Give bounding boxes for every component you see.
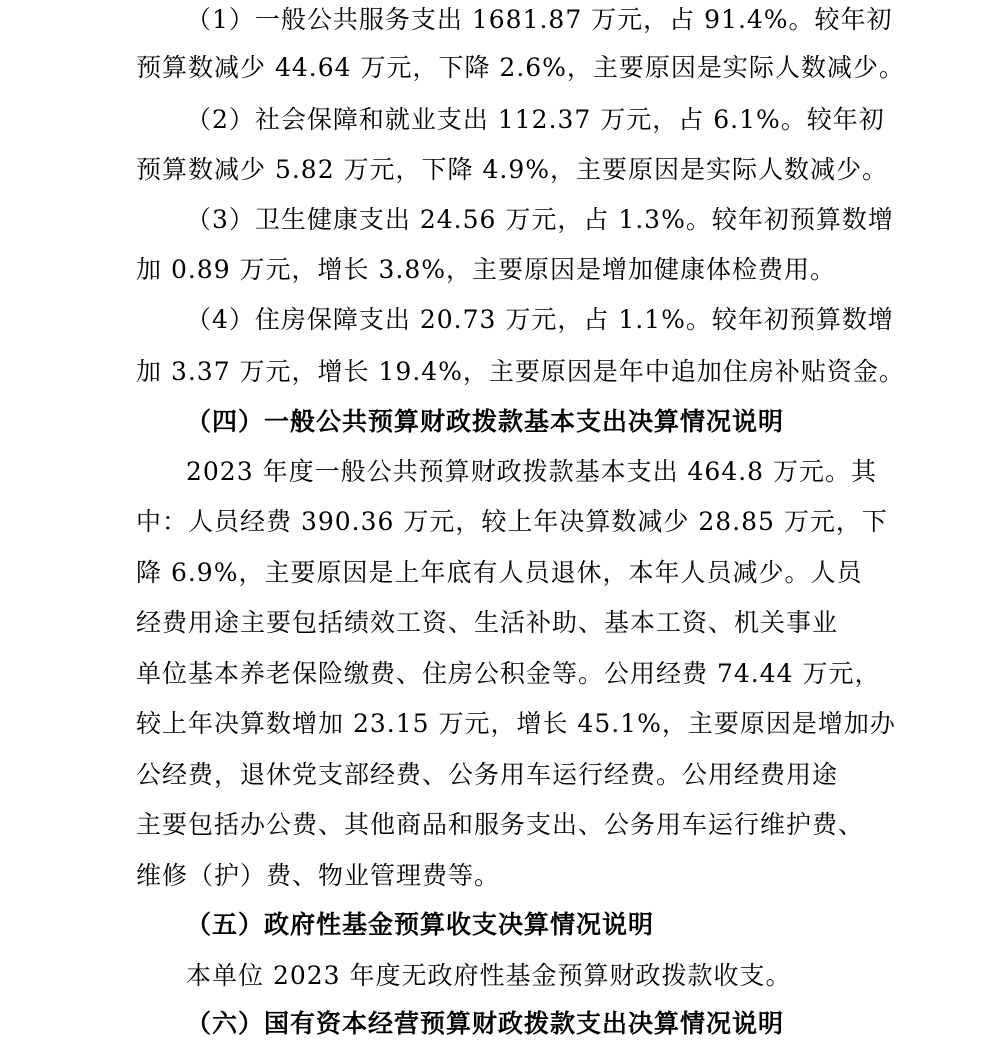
text-line-18: 维修（护）费、物业管理费等。: [136, 861, 501, 890]
text-line-1: （1）一般公共服务支出 1681.87 万元，占 91.4%。较年初: [186, 5, 893, 34]
section-heading-6: （六）国有资本经营预算财政拨款支出决算情况说明: [186, 1009, 785, 1038]
text-line-14: 单位基本养老保险缴费、住房公积金等。公用经费 74.44 万元，: [136, 659, 881, 688]
text-line-20: 本单位 2023 年度无政府性基金预算财政拨款收支。: [186, 961, 792, 990]
text-line-3: （2）社会保障和就业支出 112.37 万元，占 6.1%。较年初: [186, 105, 885, 134]
text-line-17: 主要包括办公费、其他商品和服务支出、公务用车运行维护费、: [136, 810, 865, 839]
text-line-11: 中：人员经费 390.36 万元，较上年决算数减少 28.85 万元，下: [136, 507, 888, 536]
section-heading-4: （四）一般公共预算财政拨款基本支出决算情况说明: [186, 407, 785, 436]
section-heading-5: （五）政府性基金预算收支决算情况说明: [186, 910, 655, 939]
text-line-10: 2023 年度一般公共预算财政拨款基本支出 464.8 万元。其: [186, 457, 878, 486]
text-line-6: 加 0.89 万元，增长 3.8%，主要原因是增加健康体检费用。: [136, 255, 837, 284]
text-line-12: 降 6.9%，主要原因是上年底有人员退休，本年人员减少。人员: [136, 558, 863, 587]
text-line-5: （3）卫生健康支出 24.56 万元，占 1.3%。较年初预算数增: [186, 205, 894, 234]
text-line-13: 经费用途主要包括绩效工资、生活补助、基本工资、机关事业: [136, 608, 839, 637]
text-line-16: 公经费，退休党支部经费、公务用车运行经费。公用经费用途: [136, 760, 839, 789]
text-line-8: 加 3.37 万元，增长 19.4%，主要原因是年中追加住房补贴资金。: [136, 357, 905, 386]
text-line-4: 预算数减少 5.82 万元，下降 4.9%，主要原因是实际人数减少。: [136, 155, 889, 184]
text-line-15: 较上年决算数增加 23.15 万元，增长 45.1%，主要原因是增加办: [136, 709, 896, 738]
text-line-7: （4）住房保障支出 20.73 万元，占 1.1%。较年初预算数增: [186, 305, 894, 334]
text-line-2: 预算数减少 44.64 万元，下降 2.6%，主要原因是实际人数减少。: [136, 53, 905, 82]
